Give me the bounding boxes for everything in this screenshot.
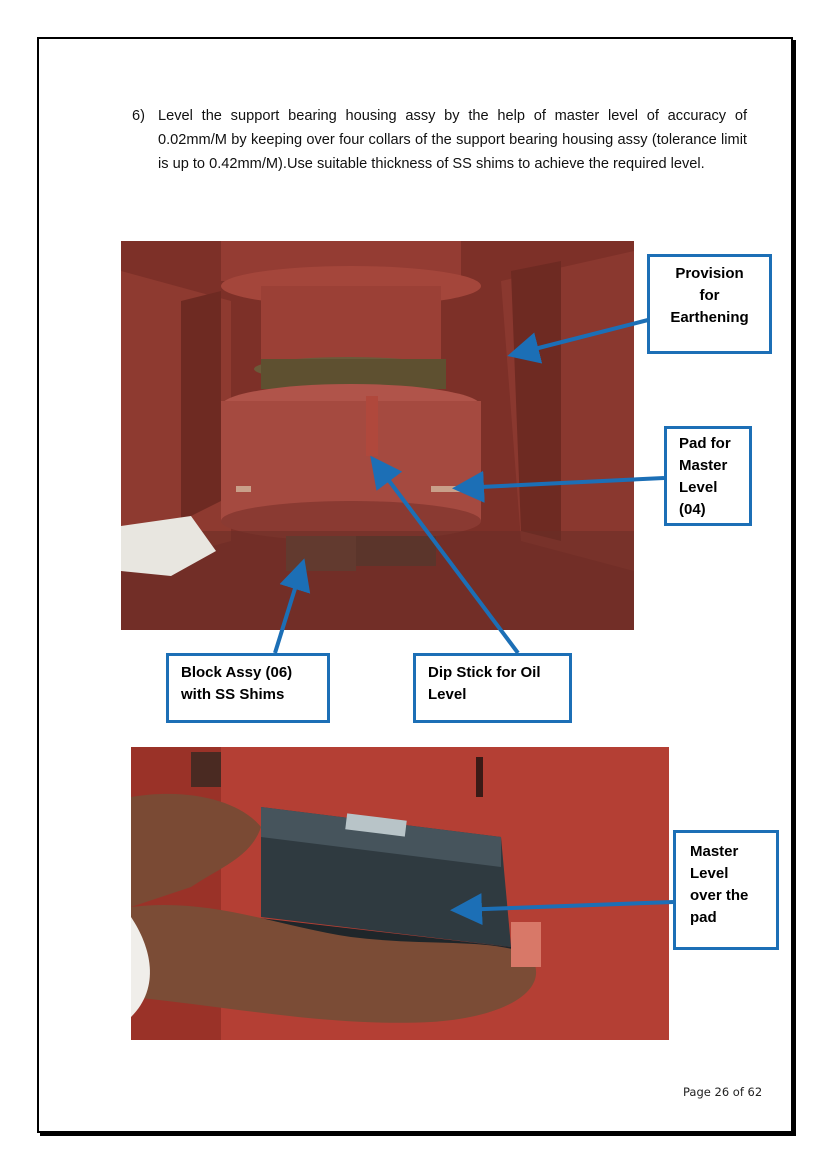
callout-line: for <box>699 287 720 304</box>
step-number: 6) <box>132 108 145 124</box>
callout-line: Level <box>428 686 467 703</box>
master-level-illustration <box>131 747 669 1040</box>
callout-line: Block Assy (06) <box>181 664 293 681</box>
callout-line: Provision <box>675 265 744 282</box>
callout-line: Earthening <box>670 309 749 326</box>
master-level-on-pad-photo <box>131 747 669 1040</box>
callout-line: over the <box>690 887 749 904</box>
callout-pad-for-master-level <box>664 426 752 526</box>
callout-line: Master <box>690 843 739 860</box>
callout-line: (04) <box>679 501 706 518</box>
callout-line: Level <box>690 865 729 882</box>
bearing-housing-illustration <box>121 241 634 630</box>
callout-line: with SS Shims <box>181 686 285 703</box>
callout-line: Level <box>679 479 718 496</box>
callout-line: pad <box>690 909 717 926</box>
callout-dip-stick-oil-level <box>413 653 572 723</box>
callout-provision-for-earthening <box>647 254 772 354</box>
step-text: Level the support bearing housing assy by the help of master level of accuracy of 0.02mm/M by keeping over four collars of the support bearing housing assy (tolerance limit is up to 0.42mm/M).Use suitable thickness of SS shims to achieve the required level. <box>158 108 747 172</box>
callout-line: Pad for <box>679 435 731 452</box>
support-bearing-housing-photo <box>121 241 634 630</box>
callout-master-level-over-pad <box>673 830 779 950</box>
callout-line: Master <box>679 457 728 474</box>
callout-line: Dip Stick for Oil <box>428 664 541 681</box>
page-number: Page 26 of 62 <box>683 1085 763 1099</box>
callout-block-assy-ss-shims <box>166 653 330 723</box>
